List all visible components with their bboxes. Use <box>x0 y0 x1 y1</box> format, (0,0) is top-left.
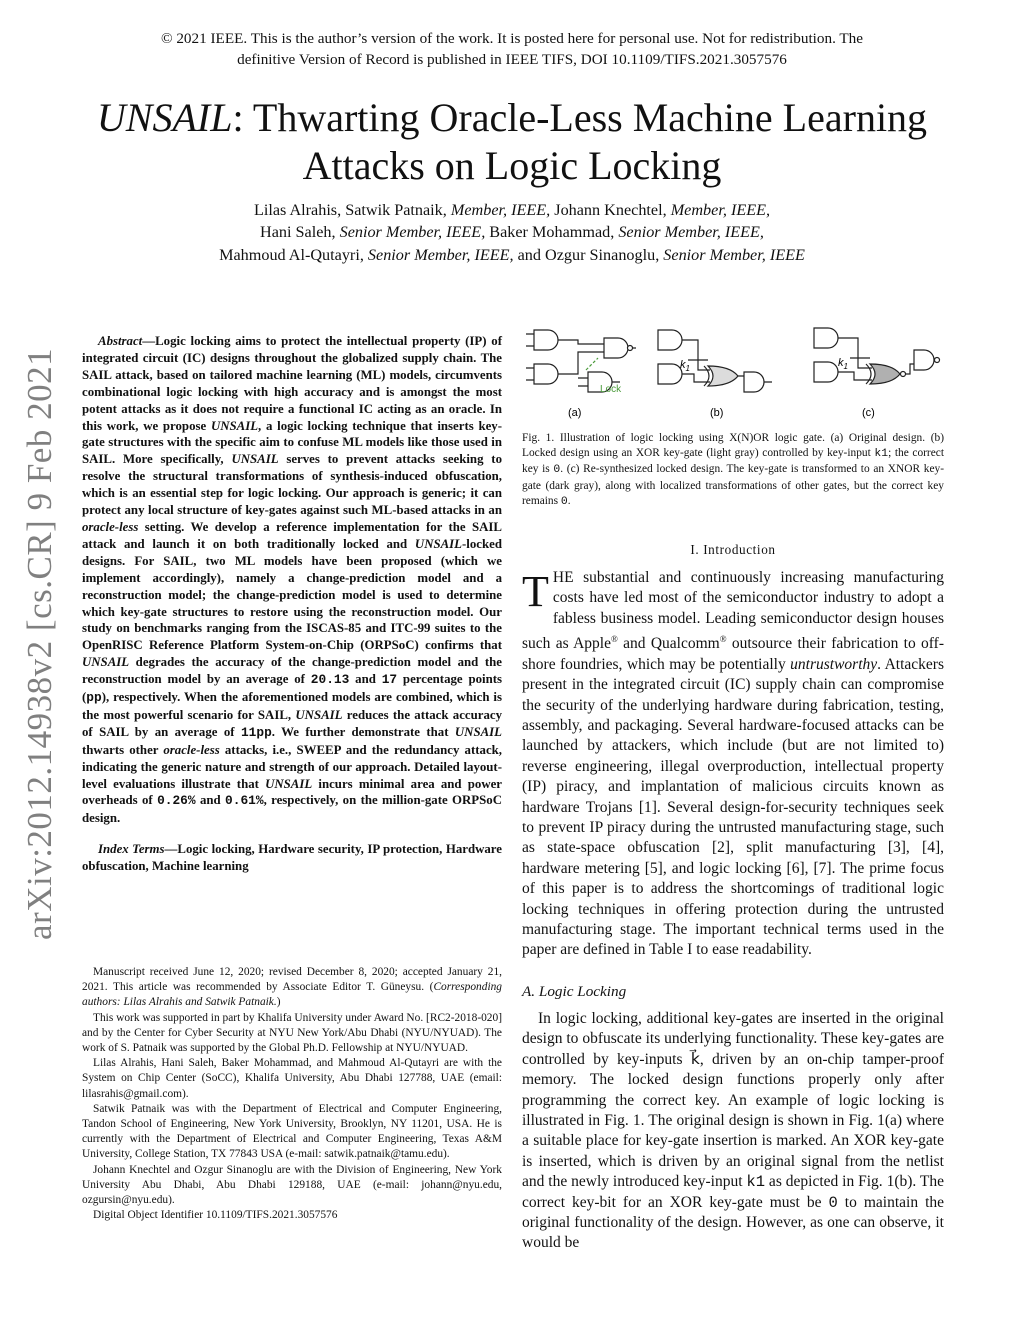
footnote-affiliation-1: Lilas Alrahis, Hani Saleh, Baker Mohammad, and Mahmoud Al-Qutayri are with the System on Chip Center (SoCC), Khalifa University, Abu Dhabi 127788, UAE (email: lilasrahis@gmail.com). <box>82 1057 502 1100</box>
figure-b-circuit <box>658 330 772 392</box>
footnote-manuscript: Manuscript received June 12, 2020; revised December 8, 2020; accepted January 21, 2021. This article was recommended by Associate Editor T. Güneysu. (Corresponding authors: Lilas Alrahis and Satwik Patnaik.) <box>82 966 502 1009</box>
dropcap: T <box>522 567 549 617</box>
arxiv-stamp: arXiv:2012.14938v2 [cs.CR] 9 Feb 2021 <box>20 347 59 940</box>
figure-label-b: (b) <box>710 407 724 419</box>
title-rest: : Thwarting Oracle-Less Machine Learning <box>232 95 928 140</box>
intro-paragraph: THE substantial and continuously increasing manufacturing costs have led most of the semiconductor industry to adopt a fabless business model. Leading semiconductor design houses such as Apple® and Qualcomm® outsource their fabrication to off-shore foundries, which may be potentially untrustworthy. Attackers present in the integrated circuit (IC) supply chain can compromise the security of the underlying hardware during fabrication, testing, assembly, and packaging. Several hardware-focused attacks can be launched by attackers, which include (but are not limited to) reverse engineering, illegal overproduction, intellectual property (IP) piracy, and implantation of malicious circuits known as hardware Trojans [1]. Several design-for-security techniques seek to prevent IP piracy during the untrusted manufacturing stage, such as state-space obfuscation [2], split manufacturing [3], [4], hardware metering [5], and logic locking [6], [7]. The prime focus of this paper is to address the shortcomings of traditional logic locking techniques in offering protection during the untrusted manufacturing stage. The important technical terms used in the paper are defined in Table I to ease readability. <box>522 567 944 959</box>
copyright-line-1: © 2021 IEEE. This is the author’s version of the work. It is posted here for personal use. Not for redistribution. The <box>160 30 863 47</box>
footnotes <box>82 965 502 1223</box>
figure-k1-c: $k_1$ <box>838 357 848 371</box>
footnote-affiliation-3: Johann Knechtel and Ozgur Sinanoglu are with the Division of Engineering, New York University Abu Dhabi, Abu Dhabi 129188, UAE (e-mail: johann@nyu.edu, ozgursin@nyu.edu). <box>82 1163 502 1207</box>
figure-k1-b: $k_1$ <box>680 359 690 373</box>
title-line-2: Attacks on Logic Locking <box>302 143 722 188</box>
index-terms-label: Index Terms <box>98 842 165 857</box>
figure-c-circuit <box>814 328 940 384</box>
figure-label-a: (a) <box>568 407 582 419</box>
paper-title <box>40 94 984 190</box>
index-terms: Index Terms—Logic locking, Hardware security, IP protection, Hardware obfuscation, Machine learning <box>82 842 502 874</box>
author-list: Lilas Alrahis, Satwik Patnaik, Member, IEEE, Johann Knechtel, Member, IEEE, Hani Saleh, Senior Member, IEEE, Baker Mohammad, Senior Member, IEEE, Mahmoud Al-Qutayri, Senior Member, IEEE, and Ozgur Sinanoglu, Senior Member, IEEE <box>219 201 805 264</box>
footnote-doi: Digital Object Identifier 10.1109/TIFS.2021.3057576 <box>93 1209 338 1222</box>
footnote-funding: This work was supported in part by Khalifa University under Award No. [RC2-2018-020] and by the Center for Cyber Security at NYU New York/Abu Dhabi (NYU/NYUAD). The work of S. Patnaik was supported by the Global Ph.D. Fellowship at NYU/NYUAD. <box>82 1011 502 1055</box>
figure-1-caption: Fig. 1. Illustration of logic locking using X(N)OR logic gate. (a) Original design. (b) Locked design using an XOR key-gate (light gray) controlled by key-input k1; the correct key is 0. (c) Re-synthesized locked design. The key-gate is transformed to an XNOR key-gate (dark gray), along with localized transformations of other gates, but the correct key remains 0. <box>522 432 945 508</box>
abstract-label: Abstract <box>98 334 143 348</box>
subsection-heading-logic-locking: A. Logic Locking <box>522 982 627 1000</box>
logic-locking-paragraph: In logic locking, additional key-gates are inserted in the original design to obfuscate its underlying functionality. These key-gates are controlled by key-inputs k⃗, driven by an on-chip tamper-proof memory. The locked design functions properly only after programming the correct key. An example of logic locking is illustrated in Fig. 1. The original design is shown in Fig. 1(a) where a suitable place for key-gate insertion is marked. An XOR key-gate is inserted, which is driven by an original signal from the netlist and the newly introduced key-input k1 as depicted in Fig. 1(b). The correct key-bit for an XOR key-gate must be 0 to maintain the original functionality of the design. However, as one can observe, it would be <box>522 1009 945 1252</box>
title-emph: UNSAIL <box>96 95 233 140</box>
right-column <box>522 320 944 1254</box>
abstract: Abstract—Logic locking aims to protect the intellectual property (IP) of integrated circuit (IC) designs throughout the globalized supply chain. The SAIL attack, based on tailored machine learning (ML) models, circumvents combinational logic locking with high accuracy and is amongst the most potent attacks as it does not require a functional IC acting as an oracle. In this work, we propose UNSAIL, a logic locking technique that inserts key-gate structures with the specific aim to confuse ML models like those used in SAIL. More specifically, UNSAIL serves to prevent attacks seeking to resolve the structural transformations of synthesis-induced obfuscation, which is an essential step for logic locking. Our approach is generic; it can protect any local structure of key-gates against such ML-based attacks in an oracle-less setting. We develop a reference implementation for the SAIL attack and launch it on both traditionally locked and UNSAIL-locked designs. For SAIL, two ML models have been proposed (which we implement accordingly), namely a change-prediction model and a reconstruction model; the change-prediction model is used to determine which key-gate structures to restore using the reconstruction model. Our study on benchmarks ranging from the ISCAS-85 and ITC-99 suites to the OpenRISC Reference Platform System-on-Chip (ORPSoC) confirms that UNSAIL degrades the accuracy of the change-prediction model and the reconstruction model by an average of 20.13 and 17 percentage points (pp), respectively. When the aforementioned models are combined, which is the most powerful scenario for SAIL, UNSAIL reduces the attack accuracy of SAIL by an average of 11pp. We further demonstrate that UNSAIL thwarts other oracle-less attacks, i.e., SWEEP and the redundancy attack, indicating the generic nature and strength of our approach. Detailed layout-level evaluations illustrate that UNSAIL incurs minimal area and power overheads of 0.26% and 0.61%, respectively, on the million-gate ORPSoC design. <box>82 334 503 826</box>
figure-lock-label: Lock <box>600 384 622 395</box>
left-column <box>82 333 502 875</box>
copyright-line-2: definitive Version of Record is published in IEEE TIFS, DOI 10.1109/TIFS.2021.3057576 <box>237 51 787 68</box>
figure-label-c: (c) <box>862 407 875 419</box>
figure-1-logic-locking <box>522 320 944 420</box>
footnote-affiliation-2: Satwik Patnaik was with the Department of Electrical and Computer Engineering, Tandon School of Engineering, New York University, Brooklyn, NY 11201, USA. He is currently with the Department of Electrical and Computer Engineering, Texas A&M University, College Station, TX 77843 USA (e-mail: satwik.patnaik@tamu.edu). <box>82 1102 502 1161</box>
figure-a-circuit <box>526 330 636 392</box>
copyright-notice <box>60 28 964 70</box>
section-heading-introduction: I. Introduction <box>690 542 776 558</box>
